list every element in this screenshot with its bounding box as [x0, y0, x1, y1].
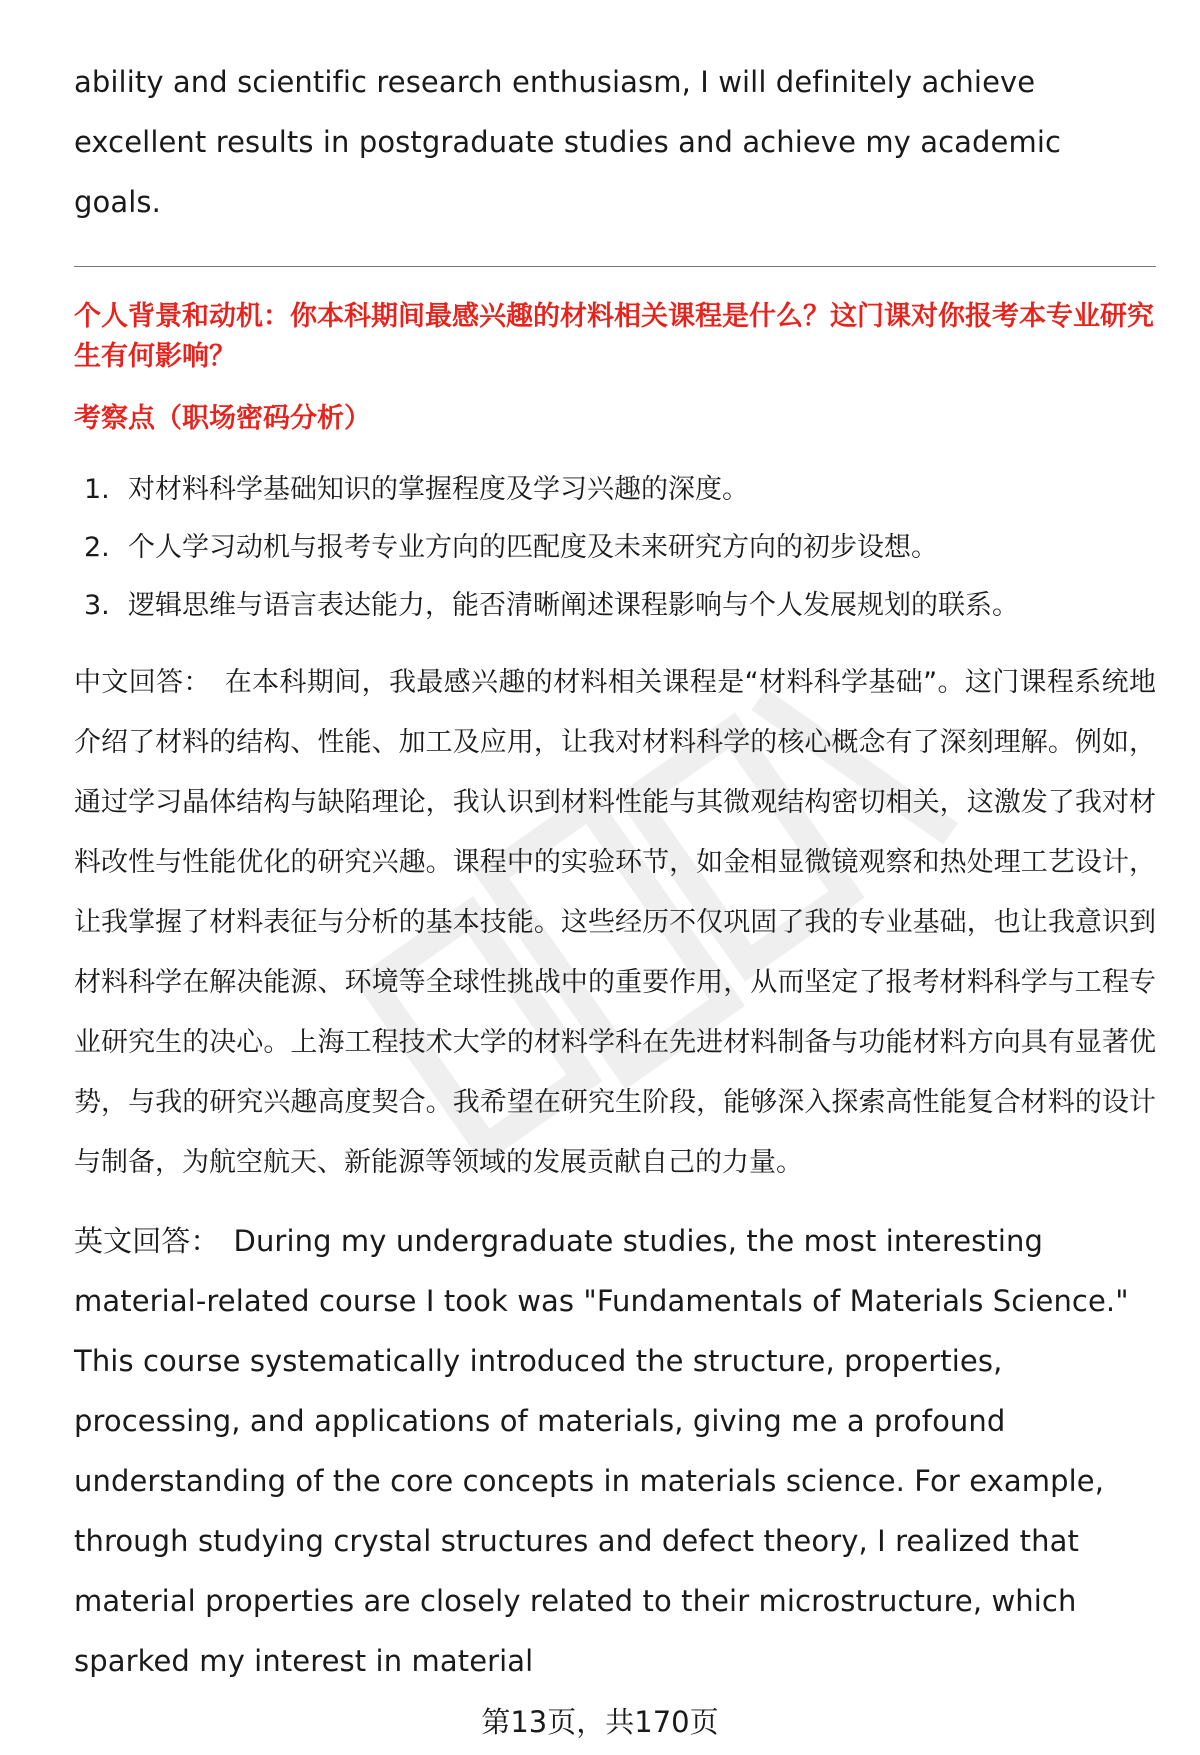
english-answer: [74, 1211, 1156, 1691]
document-content: [74, 52, 1156, 1691]
point-number: 1.: [84, 474, 110, 505]
chinese-answer: [74, 653, 1156, 1193]
chinese-answer-label: 中文回答：: [74, 667, 211, 698]
assessment-points-list: [74, 461, 1156, 635]
point-text: 对材料科学基础知识的掌握程度及学习兴趣的深度。: [128, 474, 749, 505]
assessment-heading: 考察点（职场密码分析）: [74, 403, 371, 434]
point-number: 2.: [84, 532, 110, 563]
section-divider: [74, 266, 1156, 267]
point-number: 3.: [84, 590, 110, 621]
english-answer-text: During my undergraduate studies, the most interesting material-related course I took was "Fundamentals of Materials Science." This course systematically introduced the structure, properties, processing, and applications of materials, giving me a profound understanding of the core concepts in materials science. For example, through studying crystal structures and defect theory, I realized that material properties are closely related to their microstructure, which sparked my interest in material: [74, 1224, 1129, 1678]
question-heading: 个人背景和动机：你本科期间最感兴趣的材料相关课程是什么？这门课对你报考本专业研究生有何影响？: [74, 301, 1154, 372]
assessment-point: [74, 577, 1156, 635]
assessment-point: [74, 519, 1156, 577]
point-text: 个人学习动机与报考专业方向的匹配度及未来研究方向的初步设想。: [128, 532, 938, 563]
assessment-point: [74, 461, 1156, 519]
point-text: 逻辑思维与语言表达能力，能否清晰阐述课程影响与个人发展规划的联系。: [128, 590, 1019, 621]
chinese-answer-text: 在本科期间，我最感兴趣的材料相关课程是“材料科学基础”。这门课程系统地介绍了材料的结构、性能、加工及应用，让我对材料科学的核心概念有了深刻理解。例如，通过学习晶体结构与缺陷理论，我认识到材料性能与其微观结构密切相关，这激发了我对材料改性与性能优化的研究兴趣。课程中的实验环节，如金相显微镜观察和热处理工艺设计，让我掌握了材料表征与分析的基本技能。这些经历不仅巩固了我的专业基础，也让我意识到材料科学在解决能源、环境等全球性挑战中的重要作用，从而坚定了报考材料科学与工程专业研究生的决心。上海工程技术大学的材料学科在先进材料制备与功能材料方向具有显著优势，与我的研究兴趣高度契合。我希望在研究生阶段，能够深入探索高性能复合材料的设计与制备，为航空航天、新能源等领域的发展贡献自己的力量。: [74, 667, 1156, 1178]
english-answer-label: 英文回答：: [74, 1224, 220, 1258]
intro-paragraph: ability and scientific research enthusiasm, I will definitely achieve excellent results in postgraduate studies and achieve my academic goals.: [74, 65, 1062, 219]
page-footer: 第13页，共170页: [481, 1705, 719, 1739]
